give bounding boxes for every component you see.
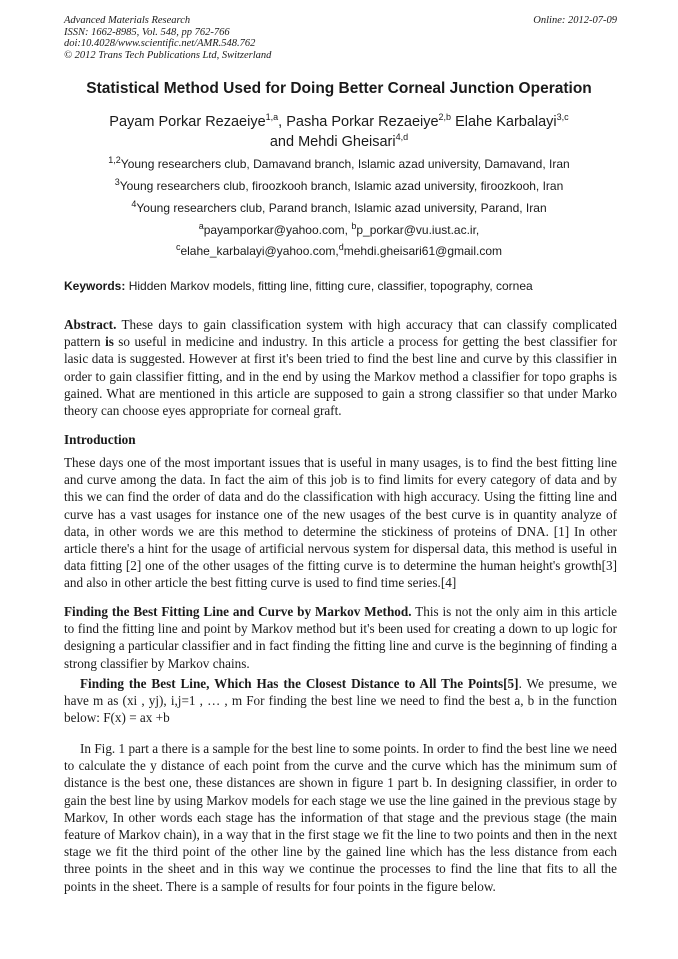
doi-line: doi:10.4028/www.scientific.net/AMR.548.762 bbox=[64, 38, 256, 49]
abstract-bold-word: is bbox=[105, 334, 114, 350]
online-date: Online: 2012-07-09 bbox=[533, 15, 617, 26]
email-line bbox=[40, 223, 638, 237]
abstract-paragraph bbox=[64, 316, 617, 419]
affiliation-text: Young researchers club, firoozkooh branch, Islamic azad university, firoozkooh, Iran bbox=[119, 179, 564, 193]
affiliation-line bbox=[40, 157, 638, 171]
author-list: Payam Porkar Rezaeiye$^{1,a}$, Pasha Porkar Rezaeiye$^{2,b}$ Elahe Karbalayi$^{3,c}$ and Mehdi Gheisari$^{4,d}$ bbox=[109, 112, 569, 150]
affiliation-superscript: 1,2 bbox=[108, 155, 121, 165]
paper-title: Statistical Method Used for Doing Better Corneal Junction Operation bbox=[86, 80, 592, 97]
email-superscript: c bbox=[175, 242, 181, 252]
keywords-text: Hidden Markov models, fitting line, fitting cure, classifier, topography, cornea bbox=[128, 279, 533, 293]
author-name: Payam Porkar Rezaeiye bbox=[109, 114, 266, 130]
email-address[interactable]: payamporkar@yahoo.com, bbox=[203, 223, 348, 237]
author-superscript: 2,b bbox=[438, 112, 452, 123]
affiliation-text: Young researchers club, Parand branch, Islamic azad university, Parand, Iran bbox=[136, 201, 547, 215]
email-address[interactable]: mehdi.gheisari61@gmail.com bbox=[343, 244, 503, 258]
best-line-heading: Finding the Best Line, Which Has the Closest Distance to All The Points[5] bbox=[80, 676, 519, 691]
affiliation-superscript: 4 bbox=[131, 199, 137, 209]
copyright-line: © 2012 Trans Tech Publications Ltd, Switzerland bbox=[64, 49, 272, 61]
email-superscript: a bbox=[198, 221, 204, 231]
email-line bbox=[40, 244, 638, 258]
email-address[interactable]: p_porkar@vu.iust.ac.ir, bbox=[356, 223, 480, 237]
email-superscript: d bbox=[338, 242, 344, 252]
best-line-paragraph bbox=[64, 675, 617, 727]
issn-line: ISSN: 1662-8985, Vol. 548, pp 762-766 bbox=[64, 26, 230, 38]
email-address[interactable]: elahe_karbalayi@yahoo.com, bbox=[180, 244, 339, 258]
abstract-label: Abstract. bbox=[64, 317, 117, 332]
author-superscript: 1,a bbox=[265, 112, 279, 123]
markov-section-text: This is not the only aim in this article to find the fitting line and point by Markov method but it's been used for creating a down to up logic for designing a particular classifier and in fact finding the fitting line and curve is the beginning of finding a strong classifier by Markov chains. bbox=[64, 604, 617, 671]
affiliation-line bbox=[40, 201, 638, 215]
keywords bbox=[64, 279, 617, 293]
best-line-text: . We presume, we have m as (xi , yj), i,j=1 , … , m For finding the best line we need to find the best a, b in the function below: F(x) = ax +b bbox=[64, 676, 617, 726]
author-superscript: 4,d bbox=[395, 132, 409, 143]
introduction-heading: Introduction bbox=[64, 432, 136, 447]
author-name: Elahe Karbalayi bbox=[455, 114, 557, 130]
author-superscript: 3,c bbox=[556, 112, 569, 123]
journal-name: Advanced Materials Research bbox=[64, 15, 191, 26]
introduction-paragraph: These days one of the most important issues that is useful in many usages, is to find the best fitting line and curve among the data. In fact the aim of this job is to find limits for every category of data and by this we can find the order of data and do the classification with high accuracy. Using the fitting line and curve has a vast usages for instance one of the new usages of the best curve is in quantity analyze of data, in other words we are this method to determine the stickiness of proteins of DNA. [1] In other article there's a hint for the usage of artificial nervous system for dispersal data, this method is useful in data fitting [2] one of the other usages of the fitting curve is to determine the human height's growth[3] and also in other article the best fitting curve is used to find time series.[4] bbox=[64, 455, 617, 591]
abstract-text: These days to gain classification system with high accuracy that can classify complicated pattern bbox=[64, 317, 617, 350]
affiliation-superscript: 3 bbox=[114, 177, 120, 187]
figure-description-paragraph: In Fig. 1 part a there is a sample for the best line to some points. In order to find the best line we need to calculate the y distance of each point from the curve and the curve which has the minimum sum of distance is the best one, these distances are shown in figure 1 part b. In designing classifier, in order to gain the best line by using Markov models for each stage we use the line gained in the previous stage by Markov, In other words each stage has the information of that stage and the previous stage (the main feature of Markov chain), in a way that in the first stage we fit the line to two points and then in the next stage we fit the third point of the other line by the gained line which has the less distance from each three points in the sheet and in this way we continue the processes to find the line that fits to all the points in the sheet. There is a sample of results for four points in the figure below. bbox=[64, 741, 617, 894]
markov-section-paragraph bbox=[64, 603, 617, 672]
affiliation-text: Young researchers club, Damavand branch, Islamic azad university, Damavand, Iran bbox=[120, 157, 570, 171]
journal-header bbox=[64, 15, 617, 61]
email-superscript: b bbox=[351, 221, 357, 231]
abstract-text: so useful in medicine and industry. In this article a process for getting the best classifier for lasic data is suggested. However at first it's been tried to find the best line and curve by this classifier in order to gain classifier fitting, and in the end by using the Markov method a classifier for topo graphs is gained. What are mentioned in this article are supposed to gain a strong classifier so that under Marko theory can choose eyes appropriate for corneal graft. bbox=[64, 334, 618, 419]
affiliation-line bbox=[40, 179, 638, 193]
markov-section-heading: Finding the Best Fitting Line and Curve by Markov Method. bbox=[64, 604, 412, 619]
keywords-label: Keywords: bbox=[64, 279, 126, 293]
author-name: Mehdi Gheisari bbox=[298, 134, 396, 150]
author-name: Pasha Porkar Rezaeiye bbox=[286, 114, 439, 130]
